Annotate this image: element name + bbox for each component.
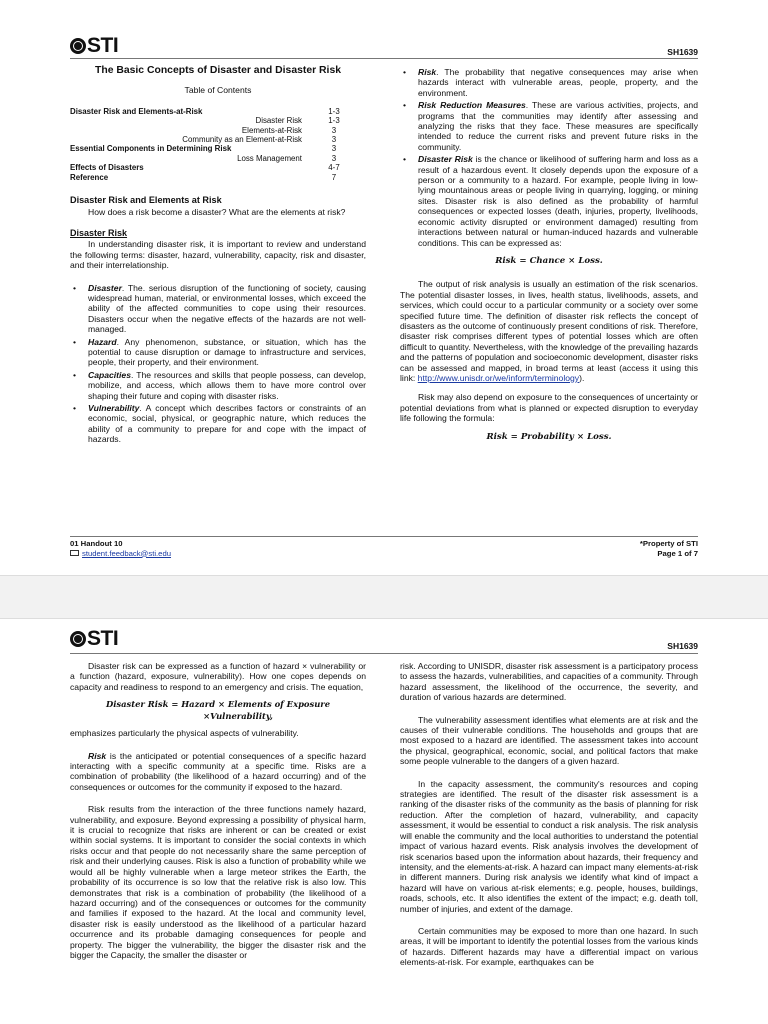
toc-entry-page: 3 bbox=[331, 125, 337, 135]
definition-text: . The resources and skills that people possess, can develop, mobilize, and access, which allows them to have more control over shaping their future and coping with disaster risks. bbox=[88, 369, 366, 401]
paragraph-risk-output: The output of risk analysis is usually an estimation of the risk scenarios. The potential disaster losses, in lives, health status, livelihoods, assets, and services, which could occur to a particular community or a society over some specified future time. The definition of disaster risk reflects the concept of disasters as the outcome of continuously present conditions of risk. Therefore, disaster risk comprises different types of potential losses which are often difficult to quantity. Nevertheless, with the knowledge of the prevailing hazards and the patterns of population and socioeconomic development, disaster risks can be assessed and mapped, in broad terms at least (access it using this link: http://www.unisdr.or/we/inform/terminology). bbox=[400, 279, 698, 383]
page-number: Page 1 of 7 bbox=[657, 548, 698, 558]
paragraph-exposure: Risk may also depend on exposure to the consequences of uncertainty or potential deviations from what is planned or expected disruption to everyday life following the formula: bbox=[400, 392, 698, 424]
left-column bbox=[70, 66, 366, 447]
globe-icon bbox=[70, 38, 86, 54]
terminology-link[interactable]: http://www.unisdr.or/we/inform/terminology bbox=[417, 372, 580, 383]
definition-text: . The probability that negative consequences may arise when hazards interact with vulnerable areas, people, property, and the environment. bbox=[418, 67, 698, 98]
definition-item bbox=[400, 100, 698, 152]
toc-entry-label: Disaster Risk and Elements-at-Risk bbox=[70, 106, 203, 116]
header-rule bbox=[70, 58, 698, 59]
right-column bbox=[400, 67, 698, 455]
bullet-icon: • bbox=[73, 369, 77, 380]
toc-entry-label: Elements-at-Risk bbox=[241, 125, 302, 135]
toc-entry-page: 4-7 bbox=[328, 163, 340, 173]
toc-row bbox=[70, 116, 366, 125]
paragraph-physical-aspects: emphasizes particularly the physical aspects of vulnerability. bbox=[70, 728, 299, 739]
mail-icon bbox=[70, 550, 79, 556]
toc-entry-page: 3 bbox=[331, 153, 337, 163]
toc-row bbox=[70, 163, 366, 172]
definition-text: . Any phenomenon, substance, or situation, which has the potential to cause disruption or damage to infrastructure and services, people, their property, and their environment. bbox=[88, 336, 366, 368]
feedback-email-link[interactable]: student.feedback@sti.edu bbox=[82, 548, 172, 558]
definition-text: . These are various activities, projects, and programs that the communities may identify after assessing and analyzing the risks that they face. These measures are specifically intended to reduce the current risks and prevent future risks in the community. bbox=[418, 100, 698, 152]
toc-entry-page: 1-3 bbox=[328, 106, 340, 116]
toc-row bbox=[70, 154, 366, 163]
toc-row bbox=[70, 135, 366, 144]
section-heading: Disaster Risk and Elements at Risk bbox=[70, 195, 222, 206]
toc-entry-label: Reference bbox=[70, 172, 109, 182]
definition-list bbox=[70, 283, 366, 445]
bullet-icon: • bbox=[73, 402, 77, 413]
formula-risk-probability-loss: Risk = Probability × Loss. bbox=[486, 431, 612, 442]
definition-term: Risk bbox=[418, 67, 437, 77]
document-code: SH1639 bbox=[667, 641, 698, 651]
paragraph-vulnerability-assessment: The vulnerability assessment identifies what elements are at risk and the causes of their vulnerable conditions. The households and groups that are most exposed to a hazard are identified. The assessment takes into account the physical, geographical, economic, social, and political factors that make some people vulnerable to the dangers of a given hazard. bbox=[400, 714, 698, 767]
toc-row bbox=[70, 107, 366, 116]
bullet-icon: • bbox=[403, 154, 407, 165]
definition-text: . A concept which describes factors or constraints of an economic, social, physical, or geographic nature, which reduces the ability of a community to prepare for and cope with the impact of hazards. bbox=[88, 402, 366, 445]
definition-term: Hazard bbox=[88, 336, 117, 347]
footer-right bbox=[640, 539, 698, 558]
section-intro: How does a risk become a disaster? What are the elements at risk? bbox=[88, 207, 346, 218]
page-title: The Basic Concepts of Disaster and Disaster Risk bbox=[95, 65, 341, 76]
left-column bbox=[70, 661, 366, 969]
toc-row bbox=[70, 144, 366, 153]
document-code: SH1639 bbox=[667, 47, 698, 57]
definition-term: Capacities bbox=[88, 369, 131, 380]
table-of-contents bbox=[70, 107, 366, 182]
subsection-intro: In understanding disaster risk, it is important to review and understand the following terms: disaster, hazard, vulnerability, capacity, risk and disaster, and their interrelationship. bbox=[70, 239, 366, 271]
definition-item bbox=[70, 403, 366, 445]
paragraph-function: Disaster risk can be expressed as a function of hazard × vulnerability or a function (hazard, exposure, vulnerability). How one copes depends on capacity and readiness to respond to an emergency and crisis. The equation, bbox=[70, 661, 366, 692]
handout-page-2 bbox=[0, 618, 768, 1024]
sti-logo: STI bbox=[70, 627, 118, 651]
paragraph-multiple-hazards: Certain communities may be exposed to more than one hazard. In such areas, it will be important to identify the potential losses from the various kinds of hazards. Different hazards may have a differential impact on various elements-at-risk. For example, earthquakes can be bbox=[400, 925, 698, 968]
bullet-icon: • bbox=[403, 67, 407, 77]
definition-term: Risk Reduction Measures bbox=[418, 100, 526, 111]
paragraph-unisdr: risk. According to UNISDR, disaster risk assessment is a participatory process to assess the hazards, vulnerabilities, and capacities of a community. Through hazard assessment, the likelihood of the occurrence, the severity, and duration of various hazards are determined. bbox=[400, 661, 698, 703]
toc-row bbox=[70, 126, 366, 135]
definition-term: Disaster bbox=[88, 282, 122, 293]
paragraph-capacity-assessment: In the capacity assessment, the community's resources and coping strategies are identified. The result of the disaster risk assessment is a ranking of the disaster risks of the community as the basis of planning for risk reduction. After the completion of hazard, vulnerability, and capacity assessment, it would be essential to conduct a risk analysis. The risk analysis will enable the community and the local authorities to understand the potential impact of various hazard events. Risk analysis involves the development of risk scenarios based upon the information about hazards, their frequency and intensity, and the elements-at-risk. A hazard can impact many elements-at-risk in different manners. During risk analysis we identify what kind of impact a hazard will have on various at-risk elements; e.g. people, houses, buildings, roads, schools, etc. It also identifies the extent of the impact; e.g. death toll, number of injuries, and extent of the damage. bbox=[400, 778, 698, 914]
definition-item bbox=[70, 283, 366, 335]
handout-number: 01 Handout 10 bbox=[70, 539, 123, 548]
subsection-heading: Disaster Risk bbox=[70, 227, 128, 238]
property-notice: *Property of STI bbox=[639, 539, 698, 548]
toc-entry-label: Community as an Element-at-Risk bbox=[182, 135, 302, 145]
toc-heading: Table of Contents bbox=[184, 85, 252, 96]
toc-entry-label: Effects of Disasters bbox=[70, 163, 144, 173]
toc-entry-page: 1-3 bbox=[328, 116, 340, 126]
toc-entry-page: 3 bbox=[331, 144, 337, 154]
footer-rule bbox=[70, 536, 698, 537]
toc-row bbox=[70, 173, 366, 182]
definition-item bbox=[400, 154, 698, 248]
paragraph-risk-definition: Risk is the anticipated or potential consequences of a specific hazard interacting with a specific community at a specific time. Risks are a combination of probability (the likelihood of a hazard occurring) and of the consequences or outcomes for the community if exposed to the hazard. bbox=[70, 750, 366, 792]
toc-entry-label: Essential Components in Determining Risk bbox=[70, 144, 232, 154]
definition-text: is the chance or likelihood of suffering harm and loss as a result of a hazardous event. It closely depends upon the exposure of a person or a community to a hazard. For example, people living in low-lying mountainous areas or people living in quarrying, logging, or mining sites. Disaster risk is also defined as the probability of harmful consequences or expected losses (death, injuries, property, livelihoods, economic activity disrupted or environment damaged) resulting from interactions between natural or human-induced hazards and vulnerable conditions. This can be expressed as: bbox=[418, 154, 698, 248]
bullet-icon: • bbox=[73, 282, 77, 293]
definition-item bbox=[400, 67, 698, 98]
definition-item bbox=[70, 370, 366, 401]
bullet-icon: • bbox=[403, 100, 407, 111]
toc-entry-page: 7 bbox=[331, 172, 337, 182]
bullet-icon: • bbox=[73, 336, 77, 347]
definition-text: . The. serious disruption of the functioning of society, causing widespread human, material, or environmental losses, which exceed the ability of the affected communities to cope using their resources. Disasters occur when the negative effects of the hazards are not well-managed. bbox=[88, 282, 366, 335]
formula-risk-chance-loss: Risk = Chance × Loss. bbox=[495, 255, 603, 266]
definition-term: Vulnerability bbox=[88, 402, 140, 413]
definition-list-continued bbox=[400, 67, 698, 248]
header-rule bbox=[70, 653, 698, 654]
toc-entry-page: 3 bbox=[331, 135, 337, 145]
right-column bbox=[400, 661, 698, 977]
toc-entry-label: Loss Management bbox=[237, 153, 302, 163]
footer-left bbox=[70, 539, 171, 558]
globe-icon bbox=[70, 631, 86, 647]
paragraph-risk-interaction: Risk results from the interaction of the three functions namely hazard, vulnerability, and exposure. Beyond expressing a possibility of physical harm, it is crucial to recognize that risks are inherent or can be created or exist within social systems. It is important to consider the social contexts in which risks occur and that people do not necessarily share the same perception of risk and their underlying causes. Risk is also a function of probability while we would all be highly vulnerable when a large meteor strikes the Earth, the probability of its occurrence is so low that the relative risk is also low. This demonstrates that risk is a combination of probability (the likelihood of a hazard occurring) and of the consequences or outcomes for the community and families if exposed to the hazard. At the local and community level, disaster risk is easily understood as the likelihood of a particular hazard occurrence and its probable damaging consequences for people and property. The bigger the vulnerability, the bigger the disaster risk and the bigger the Capacity, the smaller the disaster or bbox=[70, 804, 366, 960]
sti-logo: STI bbox=[70, 34, 118, 58]
equation-disaster-risk: Disaster Risk = Hazard × Elements of Exposure ×Vulnerability, bbox=[105, 699, 331, 722]
toc-entry-label: Disaster Risk bbox=[255, 116, 302, 126]
definition-term: Disaster Risk bbox=[418, 154, 473, 165]
definition-item bbox=[70, 337, 366, 368]
